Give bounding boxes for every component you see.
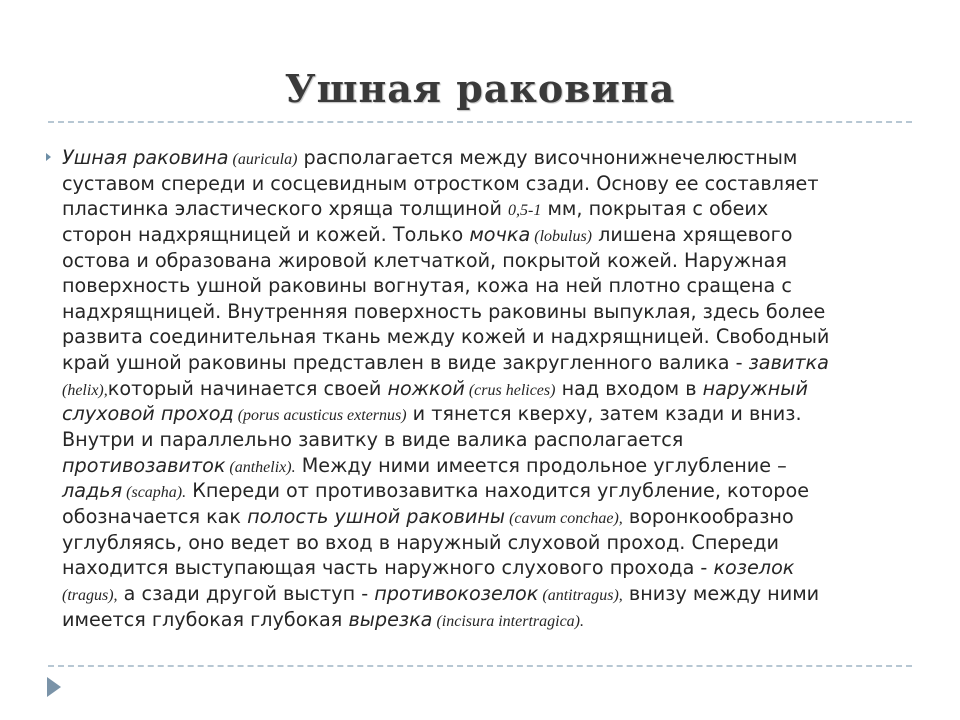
text-line bbox=[62, 478, 920, 504]
latin-term: (auricula) bbox=[228, 151, 298, 168]
anatomical-term: Ушная раковина bbox=[62, 146, 229, 169]
text-segment: Между ними имеется продольное углубление – bbox=[295, 453, 787, 477]
text-line bbox=[62, 171, 920, 197]
text-segment: мм, покрытая с обеих bbox=[541, 197, 769, 221]
text-line bbox=[62, 427, 920, 453]
text-segment: обозначается как bbox=[62, 504, 248, 528]
anatomical-term: слуховой проход bbox=[62, 402, 234, 426]
text-line bbox=[62, 196, 920, 222]
text-segment: развита соединительная ткань между кожей и надхрящницей. Свободный bbox=[62, 325, 830, 349]
text-line bbox=[62, 401, 920, 427]
text-segment: край ушной раковины представлен в виде закругленного валика - bbox=[62, 351, 749, 375]
text-segment: суставом спереди и сосцевидным отростком сзади. Основу ее составляет bbox=[62, 171, 819, 195]
anatomical-term: полость ушной раковины bbox=[247, 504, 506, 528]
text-line bbox=[62, 222, 920, 248]
text-line bbox=[62, 581, 920, 607]
body-paragraph bbox=[62, 145, 920, 632]
text-segment: а сзади другой выступ - bbox=[117, 581, 375, 605]
latin-term: (scapha). bbox=[122, 484, 187, 502]
latin-term: 0,5-1 bbox=[508, 202, 542, 220]
bullet-triangle-icon bbox=[46, 153, 51, 161]
anatomical-term: ладья bbox=[62, 479, 123, 503]
text-line bbox=[62, 376, 920, 402]
text-line bbox=[62, 453, 920, 479]
anatomical-term: наружный bbox=[702, 376, 808, 400]
text-line bbox=[62, 504, 920, 530]
text-segment: лишена хрящевого bbox=[592, 222, 793, 246]
text-segment: располагается между височнонижнечелюстным bbox=[297, 146, 798, 169]
text-segment: воронкообразно bbox=[622, 504, 794, 528]
text-segment: который начинается своей bbox=[107, 376, 388, 400]
anatomical-term: ножкой bbox=[387, 376, 465, 400]
latin-term: (tragus), bbox=[62, 586, 118, 604]
text-line bbox=[62, 145, 920, 171]
text-segment: и тянется кверху, затем кзади и вниз. bbox=[406, 402, 802, 426]
anatomical-term: мочка bbox=[469, 222, 531, 246]
text-segment: углубляясь, оно ведет во вход в наружный слуховой проход. Спереди bbox=[62, 530, 779, 554]
text-segment: находится выступающая часть наружного слухового прохода - bbox=[62, 556, 714, 580]
slide-title: Ушная раковина bbox=[284, 66, 676, 111]
text-line bbox=[62, 299, 920, 325]
footer-divider bbox=[48, 665, 912, 667]
text-line bbox=[62, 324, 920, 350]
text-segment: сторон надхрящницей и кожей. Только bbox=[62, 222, 470, 246]
text-segment: над входом в bbox=[555, 376, 703, 400]
text-segment: имеется глубокая глубокая bbox=[62, 607, 349, 631]
latin-term: (lobulus) bbox=[530, 227, 593, 245]
anatomical-term: противокозелок bbox=[374, 581, 539, 605]
latin-term: (antitragus), bbox=[538, 586, 623, 604]
latin-term: (anthelix). bbox=[225, 458, 296, 476]
anatomical-term: завитка bbox=[748, 351, 829, 375]
text-segment: пластинка эластического хряща толщиной bbox=[62, 197, 509, 221]
latin-term: (crus helices) bbox=[464, 381, 556, 399]
text-segment: Внутри и параллельно завитку в виде валика располагается bbox=[62, 428, 684, 452]
text-segment: остова и образована жировой клетчаткой, покрытой кожей. Наружная bbox=[62, 248, 787, 272]
text-line bbox=[62, 248, 920, 274]
latin-term: (cavum conchae), bbox=[505, 509, 623, 527]
latin-term: (porus acusticus externus) bbox=[233, 407, 407, 425]
text-line bbox=[62, 350, 920, 376]
text-line bbox=[62, 273, 920, 299]
text-line bbox=[62, 555, 920, 581]
text-line bbox=[62, 607, 920, 633]
text-segment: надхрящницей. Внутренняя поверхность раковины выпуклая, здесь более bbox=[62, 299, 826, 323]
anatomical-term: козелок bbox=[713, 556, 795, 580]
anatomical-term: противозавиток bbox=[62, 453, 226, 477]
anatomical-term: вырезка bbox=[348, 607, 433, 631]
latin-term: (helix), bbox=[62, 381, 108, 399]
title-divider bbox=[48, 121, 912, 123]
text-segment: внизу между ними bbox=[622, 581, 820, 605]
latin-term: (incisura intertragica). bbox=[432, 612, 584, 630]
next-slide-arrow-icon[interactable] bbox=[47, 677, 61, 697]
text-segment: поверхность ушной раковины вогнутая, кожа на ней плотно сращена с bbox=[62, 274, 792, 298]
text-line bbox=[62, 530, 920, 556]
text-segment: Кпереди от противозавитка находится углубление, которое bbox=[186, 479, 809, 503]
